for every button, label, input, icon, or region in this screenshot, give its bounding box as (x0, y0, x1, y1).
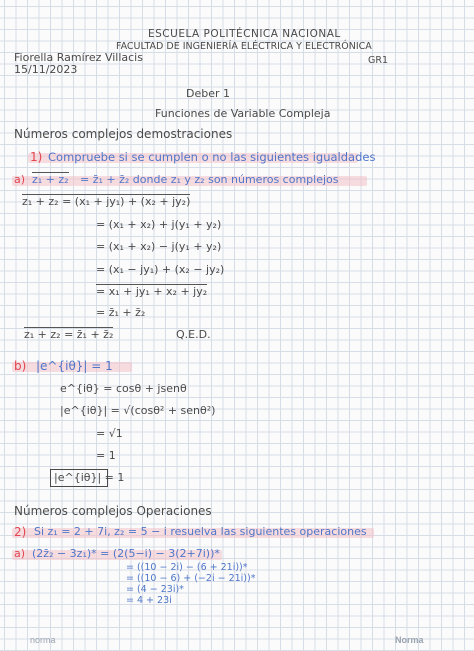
assignment-title: Deber 1 (186, 87, 231, 100)
a-line-4: = (x₁ − jy₁) + (x₂ − jy₂) (96, 263, 225, 276)
a-line-3: = (x₁ + x₂) − j(y₁ + y₂) (96, 240, 222, 253)
2a-line-1: (2z̄₂ − 3z₁)* = (2(5−i) − 3(2+7i))* (32, 547, 220, 560)
b-line-4: = 1 (96, 449, 116, 462)
item2-text: Si z₁ = 2 + 7i, z₂ = 5 − i resuelva las siguientes operaciones (34, 525, 367, 538)
2a-line-5: = 4 + 23i (126, 595, 172, 606)
2a-line-3: = ((10 − 6) + (−2i − 21i))* (126, 573, 256, 584)
section2-heading: Números complejos Operaciones (14, 504, 212, 518)
footer-brand-left: norma (30, 635, 56, 645)
faculty-name: FACULTAD DE INGENIERÍA ELÉCTRICA Y ELECTRÓNICA (116, 41, 372, 52)
item1-number: 1) (30, 150, 43, 164)
part-b-label: b) (14, 359, 27, 373)
a-line-5: = x₁ + jy₁ + x₂ + jy₂ (96, 285, 208, 298)
b-line-2: |e^{iθ}| = √(cosθ² + senθ²) (60, 404, 216, 417)
b-line-1: e^{iθ} = cosθ + jsenθ (60, 382, 187, 395)
b-line-3: = √1 (96, 427, 123, 440)
footer-brand-right: Norma (395, 635, 424, 645)
a-conclusion: z₁ + z₂ = z̄₁ + z̄₂ (24, 328, 114, 341)
assignment-subtitle: Funciones de Variable Compleja (155, 107, 331, 120)
part-a-label: a) (14, 173, 26, 186)
part-2a-label: a) (14, 547, 26, 560)
part-a-lhs: z₁ + z₂ (32, 173, 69, 186)
item1-text: Compruebe si se cumplen o no las siguientes igualdades (48, 150, 376, 164)
b-conclusion: |e^{iθ}| = 1 (54, 471, 125, 484)
a-line-2: = (x₁ + x₂) + j(y₁ + y₂) (96, 218, 222, 231)
a-line-1: z₁ + z₂ = (x₁ + jy₁) + (x₂ + jy₂) (22, 195, 191, 208)
2a-line-2: = ((10 − 2i) − (6 + 21i))* (126, 562, 248, 573)
group-label: GR1 (368, 55, 389, 66)
part-a-rest: = z̄₁ + z̄₂ donde z₁ y z₂ son números complejos (80, 173, 339, 186)
2a-line-4: = (4 − 23i)* (126, 584, 184, 595)
section1-heading: Números complejos demostraciones (14, 127, 233, 141)
qed-mark: Q.E.D. (176, 328, 211, 341)
item2-number: 2) (14, 525, 27, 539)
part-b-statement: |e^{iθ}| = 1 (36, 359, 113, 373)
school-name: ESCUELA POLITÉCNICA NACIONAL (148, 28, 341, 40)
date-text: 15/11/2023 (14, 63, 78, 76)
student-name: Fiorella Ramírez Villacis (14, 51, 143, 64)
a-line-6: = z̄₁ + z̄₂ (96, 306, 146, 319)
